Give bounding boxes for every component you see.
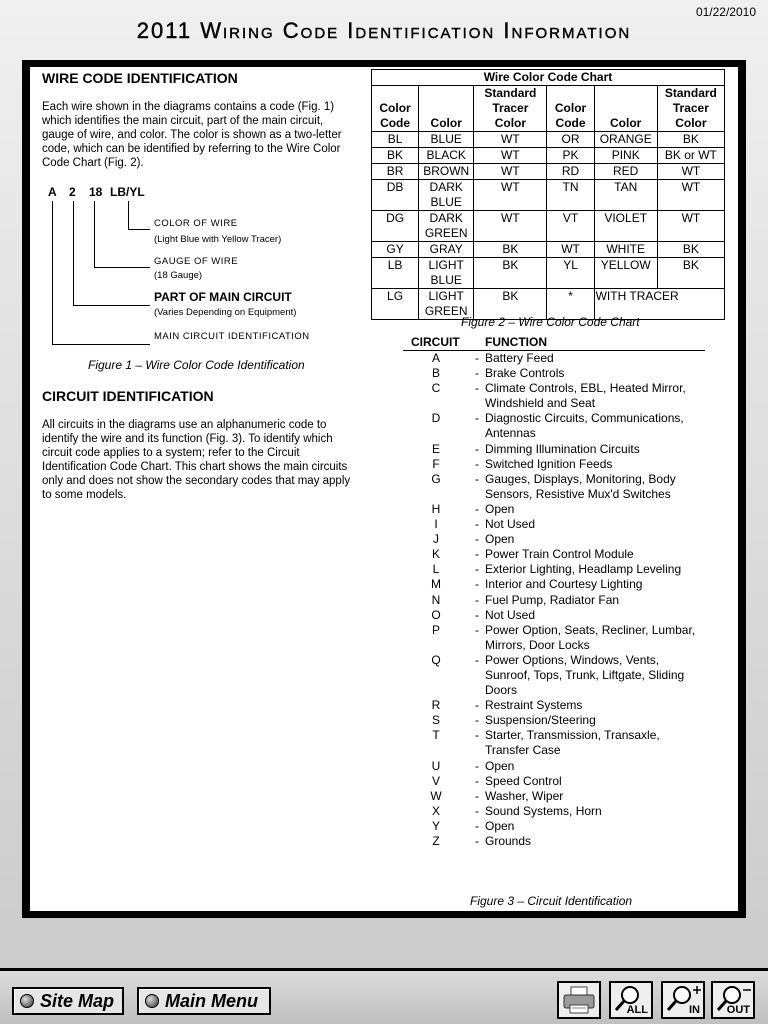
page-title: 2011 Wiring Code Identification Information [136,18,632,43]
circuit-code: C [431,381,441,396]
circuit-row [403,819,705,834]
circuit-dash: - [475,698,479,713]
circuit-code: M [431,577,441,592]
circuit-function: Battery Feed [485,351,554,365]
color-chart-cell: ORANGE [594,132,657,148]
color-chart-row [372,242,725,258]
circuit-row [403,593,705,608]
color-of-wire-label: COLOR OF WIRE [154,218,238,229]
circuit-function: Not Used [485,607,536,622]
circuit-row [403,366,705,381]
color-chart-row [372,211,725,242]
circuit-row [403,728,705,758]
code-gauge: 18 [89,185,103,199]
main-menu-label: Main Menu [165,990,258,1011]
zoom-all-button[interactable] [609,981,653,1019]
circuit-code: T [432,728,440,743]
circuit-function: Open [485,501,515,516]
header-cell: Color Code [372,86,419,132]
figure-2-caption: Figure 2 – Wire Color Code Chart [461,315,640,329]
color-chart-cell: BROWN [419,164,474,180]
circuit-dash: - [475,517,479,532]
circuit-dash: - [475,366,479,381]
color-chart-cell: WT [474,148,547,164]
bottom-toolbar [0,968,768,1024]
function-header: FUNCTION [485,335,547,349]
circuit-function: Brake Controls [485,366,565,381]
color-chart-cell: GY [372,242,419,258]
circuit-dash: - [475,834,479,848]
code-circuit: A [48,185,57,199]
header-cell: Standard Tracer Color [657,86,724,132]
circuit-function: Open [485,532,515,547]
circuit-row [403,472,705,502]
zoom-all-label: ALL [626,1004,648,1016]
circuit-function: Power Options, Windows, Vents, Sunroof, Tops, Trunk, Liftgate, Sliding Doors [485,652,685,698]
circuit-code: O [431,607,441,622]
circuit-row [403,532,705,547]
color-chart-cell: LIGHT GREEN [419,289,474,320]
color-chart-cell: BK [474,289,547,320]
circuit-code: E [431,441,440,456]
circuit-function: Not Used [485,517,536,532]
color-chart-cell: LG [372,289,419,320]
circuit-row [403,608,705,623]
circuit-row [403,351,705,366]
circuit-row [403,789,705,804]
part-leader-v [73,201,74,305]
circuit-dash: - [475,351,479,365]
color-chart-cell: WT [474,180,547,211]
wire-code-diagram [42,185,362,345]
circuit-row [403,457,705,472]
color-chart-cell: BK [657,258,724,289]
color-chart-cell: BK [474,242,547,258]
code-part: 2 [69,185,76,199]
circuit-code: G [431,471,441,486]
color-chart-cell: BK [474,258,547,289]
circuit-code: Y [431,818,440,833]
circuit-code: B [431,366,440,381]
circuit-dash: - [475,758,479,773]
circuit-id-heading: CIRCUIT IDENTIFICATION [42,388,214,404]
date-stamp: 01/22/2010 [695,5,756,19]
color-chart-cell: PK [547,148,594,164]
circuit-dash: - [475,622,479,637]
color-chart-cell: VT [547,211,594,242]
circuit-function: Starter, Transmission, Transaxle, Transfer Case [485,728,660,758]
circuit-code: D [431,411,441,426]
color-chart-cell: BR [372,164,419,180]
circuit-function: Suspension/Steering [485,713,596,728]
circuit-row [403,381,705,411]
color-chart-cell: BK [657,132,724,148]
circuit-code: L [432,562,440,577]
circuit-dash: - [475,652,479,667]
color-chart-cell: BK [372,148,419,164]
color-chart-cell: DG [372,211,419,242]
circuit-function: Dimming Illumination Circuits [485,441,640,456]
color-chart-cell: WT [657,211,724,242]
circuit-code: R [431,698,441,713]
circuit-function: Fuel Pump, Radiator Fan [485,592,620,607]
circuit-function: Grounds [485,834,532,848]
circuit-dash: - [475,592,479,607]
circuit-function: Interior and Courtesy Lighting [485,577,643,592]
color-chart-cell: VIOLET [594,211,657,242]
circuit-dash: - [475,532,479,547]
color-chart-cell: GRAY [419,242,474,258]
circuit-function: Diagnostic Circuits, Communications, Antennas [485,411,684,441]
color-chart-cell: BLUE [419,132,474,148]
circuit-dash: - [475,788,479,803]
zoom-out-label: OUT [726,1004,750,1016]
part-of-main-sub: (Varies Depending on Equipment) [154,307,297,318]
circuit-row [403,759,705,774]
circuit-dash: - [475,607,479,622]
color-chart-cell: WT [474,132,547,148]
color-chart-cell: PINK [594,148,657,164]
circuit-dash: - [475,547,479,562]
code-color: LB/YL [110,185,145,199]
color-chart-cell: * [547,289,594,320]
circuit-function: Switched Ignition Feeds [485,456,613,471]
circuit-dash: - [475,471,479,486]
circuit-row [403,562,705,577]
color-chart-cell: WT [474,164,547,180]
circuit-function: Climate Controls, EBL, Heated Mirror, Windshield and Seat [485,381,686,411]
circuit-row [403,411,705,441]
circuit-code: H [431,501,441,516]
color-chart-cell: BLACK [419,148,474,164]
color-chart-cell: RED [594,164,657,180]
circuit-function: Open [485,818,515,833]
color-chart-cell: BK [657,242,724,258]
printer-icon [559,983,599,1017]
gauge-leader-v [94,201,95,267]
circuit-code: J [433,532,439,547]
circuit-function: Open [485,758,515,773]
circuit-dash: - [475,803,479,818]
color-chart-cell: WT [474,211,547,242]
circuit-dash: - [475,562,479,577]
color-chart-cell: YELLOW [594,258,657,289]
circuit-code: F [432,456,440,471]
color-chart-cell: WHITE [594,242,657,258]
circuit-row [403,698,705,713]
color-chart-title: Wire Color Code Chart [372,70,725,86]
circuit-function: Sound Systems, Horn [485,803,602,818]
circuit-function: Gauges, Displays, Monitoring, Body Sensors, Resistive Mux'd Switches [485,471,676,501]
color-chart-cell: DB [372,180,419,211]
circuit-row [403,547,705,562]
circuit-code: U [431,758,441,773]
circuit-table-body [403,351,705,849]
color-chart-cell: LB [372,258,419,289]
color-chart-cell: BL [372,132,419,148]
color-chart-row [372,180,725,211]
circuit-dash: - [475,441,479,456]
circuit-row [403,774,705,789]
circuit-id-paragraph: All circuits in the diagrams use an alphanumeric code to identify the wire and its function (Fig. 3). To identify which circuit code applies to a system; refer to the Circuit Identification Code Chart. This chart shows the main circuits only and does not show the secondary codes that may apply to some models. [42,419,351,501]
circuit-row [403,653,705,698]
circuit-table-header [403,335,705,351]
circuit-row [403,804,705,819]
gauge-of-wire-sub: (18 Gauge) [154,270,203,281]
wire-code-paragraph: Each wire shown in the diagrams contains a code (Fig. 1) which identifies the main circuit, part of the main circuit, gauge of wire, and color. The color is shown as a two-letter code, which can be identified by referring to the Wire Color Code Chart (Fig. 2). [42,101,342,169]
color-chart-row [372,148,725,164]
color-chart-body [372,132,725,320]
circuit-function: Power Option, Seats, Recliner, Lumbar, Mirrors, Door Locks [485,622,696,652]
color-chart-cell: YL [547,258,594,289]
circuit-code: X [431,803,440,818]
circuit-code: W [430,788,442,803]
circuit-dash: - [475,411,479,426]
circuit-row [403,502,705,517]
circuit-code: S [431,713,440,728]
color-chart-cell: TN [547,180,594,211]
circuit-row [403,517,705,532]
part-of-main-label: PART OF MAIN CIRCUIT [154,290,292,304]
color-chart-header [372,86,725,132]
circuit-dash: - [475,456,479,471]
circuit-header: CIRCUIT [411,335,460,349]
circuit-dash: - [475,728,479,743]
color-leader-h [128,229,150,230]
color-chart-cell: OR [547,132,594,148]
circuit-row [403,442,705,457]
color-chart-cell: WITH TRACER [594,289,724,320]
figure-3-caption: Figure 3 – Circuit Identification [470,894,633,908]
circuit-dash: - [475,381,479,396]
circuit-function: Exterior Lighting, Headlamp Leveling [485,562,682,577]
color-chart-row [372,258,725,289]
main-circuit-label: MAIN CIRCUIT IDENTIFICATION [154,331,310,342]
circuit-code: K [431,547,440,562]
part-leader-h [73,305,150,306]
circuit-code: P [431,622,440,637]
print-button[interactable] [557,981,601,1019]
color-chart-cell: WT [657,180,724,211]
main-leader-h [52,344,150,345]
circuit-id-section [42,386,352,502]
circuit-dash: - [475,773,479,788]
circuit-function: Speed Control [485,773,562,788]
circuit-code: Z [432,834,440,848]
zoom-in-button[interactable] [661,981,705,1019]
color-chart-cell: RD [547,164,594,180]
circuit-code: Q [431,652,441,667]
zoom-in-label: IN [689,1004,700,1016]
circuit-dash: - [475,818,479,833]
gauge-leader-h [94,267,150,268]
header-cell: Color [419,86,474,132]
circuit-function: Washer, Wiper [485,788,564,803]
circuit-row [403,623,705,653]
figure-1-caption: Figure 1 – Wire Color Code Identification [88,358,305,372]
color-leader-v [128,201,129,229]
bullet-icon [20,994,34,1008]
main-leader-v [52,201,53,344]
color-chart-cell: BK or WT [657,148,724,164]
circuit-dash: - [475,577,479,592]
bullet-icon [145,994,159,1008]
circuit-row [403,834,705,849]
circuit-dash: - [475,713,479,728]
wire-code-section [42,68,357,170]
wire-color-chart [371,69,725,320]
color-chart-cell: DARK BLUE [419,180,474,211]
site-map-button[interactable] [12,987,124,1015]
main-menu-button[interactable] [137,987,271,1015]
circuit-code: I [434,517,438,532]
color-chart-cell: WT [547,242,594,258]
circuit-code: N [431,592,441,607]
zoom-out-button[interactable] [711,981,755,1019]
circuit-function: Power Train Control Module [485,547,634,562]
color-chart-cell: TAN [594,180,657,211]
circuit-table [403,335,705,849]
header-cell: Color Code [547,86,594,132]
color-chart-cell: DARK GREEN [419,211,474,242]
header-spacer [469,335,485,350]
circuit-function: Restraint Systems [485,698,583,713]
circuit-dash: - [475,501,479,516]
circuit-row [403,577,705,592]
color-of-wire-sub: (Light Blue with Yellow Tracer) [154,234,282,245]
site-map-label: Site Map [40,990,115,1011]
color-chart-row [372,164,725,180]
header-cell: Color [594,86,657,132]
color-chart-cell: WT [657,164,724,180]
wire-code-heading: WIRE CODE IDENTIFICATION [42,70,238,86]
circuit-code: V [431,773,440,788]
circuit-code: A [431,351,440,365]
color-chart-row [372,132,725,148]
circuit-row [403,713,705,728]
gauge-of-wire-label: GAUGE OF WIRE [154,256,239,267]
color-chart-cell: LIGHT BLUE [419,258,474,289]
header-cell: Standard Tracer Color [474,86,547,132]
